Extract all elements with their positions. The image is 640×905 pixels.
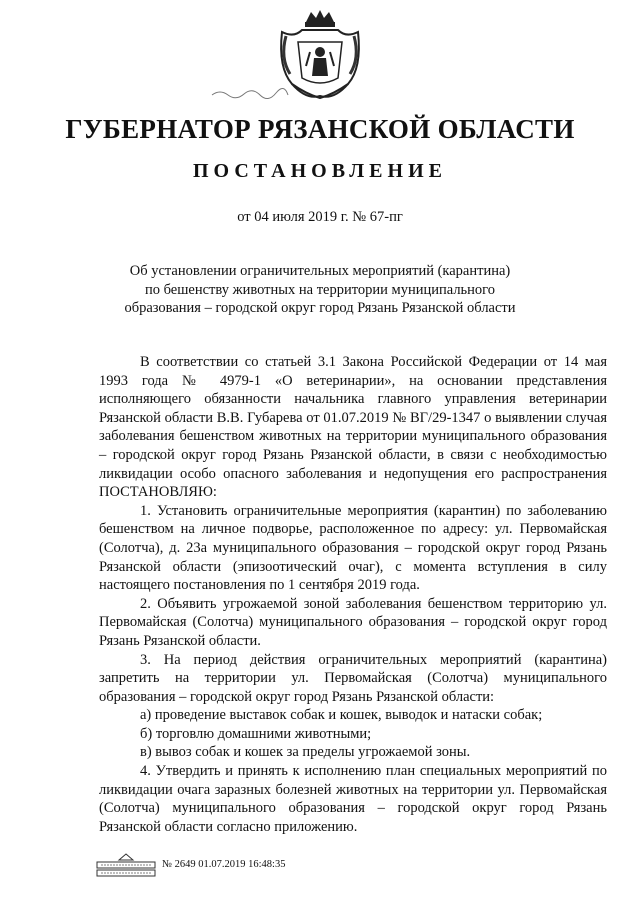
document-title: ГУБЕРНАТОР РЯЗАНСКОЙ ОБЛАСТИ [65,114,575,144]
body-paragraph-2: 2. Объявить угрожаемой зоной заболевания бешенством территорию ул. Первомайская (Солотча) муниципального образования – городской округ город Рязань Рязанской области. [99,595,607,649]
subject-line: по бешенству животных на территории муниципального [144,281,496,298]
body-paragraph-preamble: В соответствии со статьей 3.1 Закона Российской Федерации от 14 мая 1993 года № 4979-1 «О ветеринарии», на основании представления исполняющего обязанности начальника главного управления ветеринарии Рязанской области В.В. Губарева от 01.07.2019 № ВГ/29-1347 о выявлении случая заболевания бешенством животных на территории муниципального образования – городской округ город Рязань Рязанской области, в связи с необходимостью ликвидации особо опасного заболевания и недопущения его распространения ПОСТАНОВЛЯЮ: [99,354,607,501]
body-list-item-a: а) проведение выставок собак и кошек, выводок и натаски собак; [140,707,543,724]
body-paragraph-4: 4. Утвердить и принять к исполнению план специальных мероприятий по ликвидации очага заразных болезней животных на территории ул. Первомайская (Солотча) муниципального образования – городской округ город Рязань Рязанской области согласно приложению. [99,763,607,835]
registration-stamp-icon [95,852,157,878]
document-body [99,353,607,836]
body-paragraph-1: 1. Установить ограничительные мероприятия (карантин) по заболеванию бешенством на личное подворье, расположенное по адресу: ул. Первомайская (Солотча), д. 23а муниципального образования – городской округ город Рязань Рязанской области (эпизоотический очаг), с момента вступления в силу настоящего постановления по 1 сентября 2019 года. [99,502,607,594]
subject-line: образования – городской округ город Рязань Рязанской области [124,300,516,316]
document-type: ПОСТАНОВЛЕНИЕ [193,160,447,182]
signature-mark [210,86,290,100]
body-list-item-c: в) вывоз собак и кошек за пределы угрожаемой зоны. [140,744,471,761]
document-subject [120,262,520,318]
subject-line: Об установлении ограничительных мероприятий (карантина) [129,263,511,279]
body-paragraph-3: 3. На период действия ограничительных мероприятий (карантина) запретить на территории ул. Первомайская (Солотча) муниципального образования – городской округ город Рязань Рязанской области: [99,651,607,705]
document-date-number: от 04 июля 2019 г. № 67-пг [237,209,403,225]
registration-number: № 2649 01.07.2019 16:48:35 [162,859,286,870]
body-list-item-b: б) торговлю домашними животными; [140,725,372,742]
